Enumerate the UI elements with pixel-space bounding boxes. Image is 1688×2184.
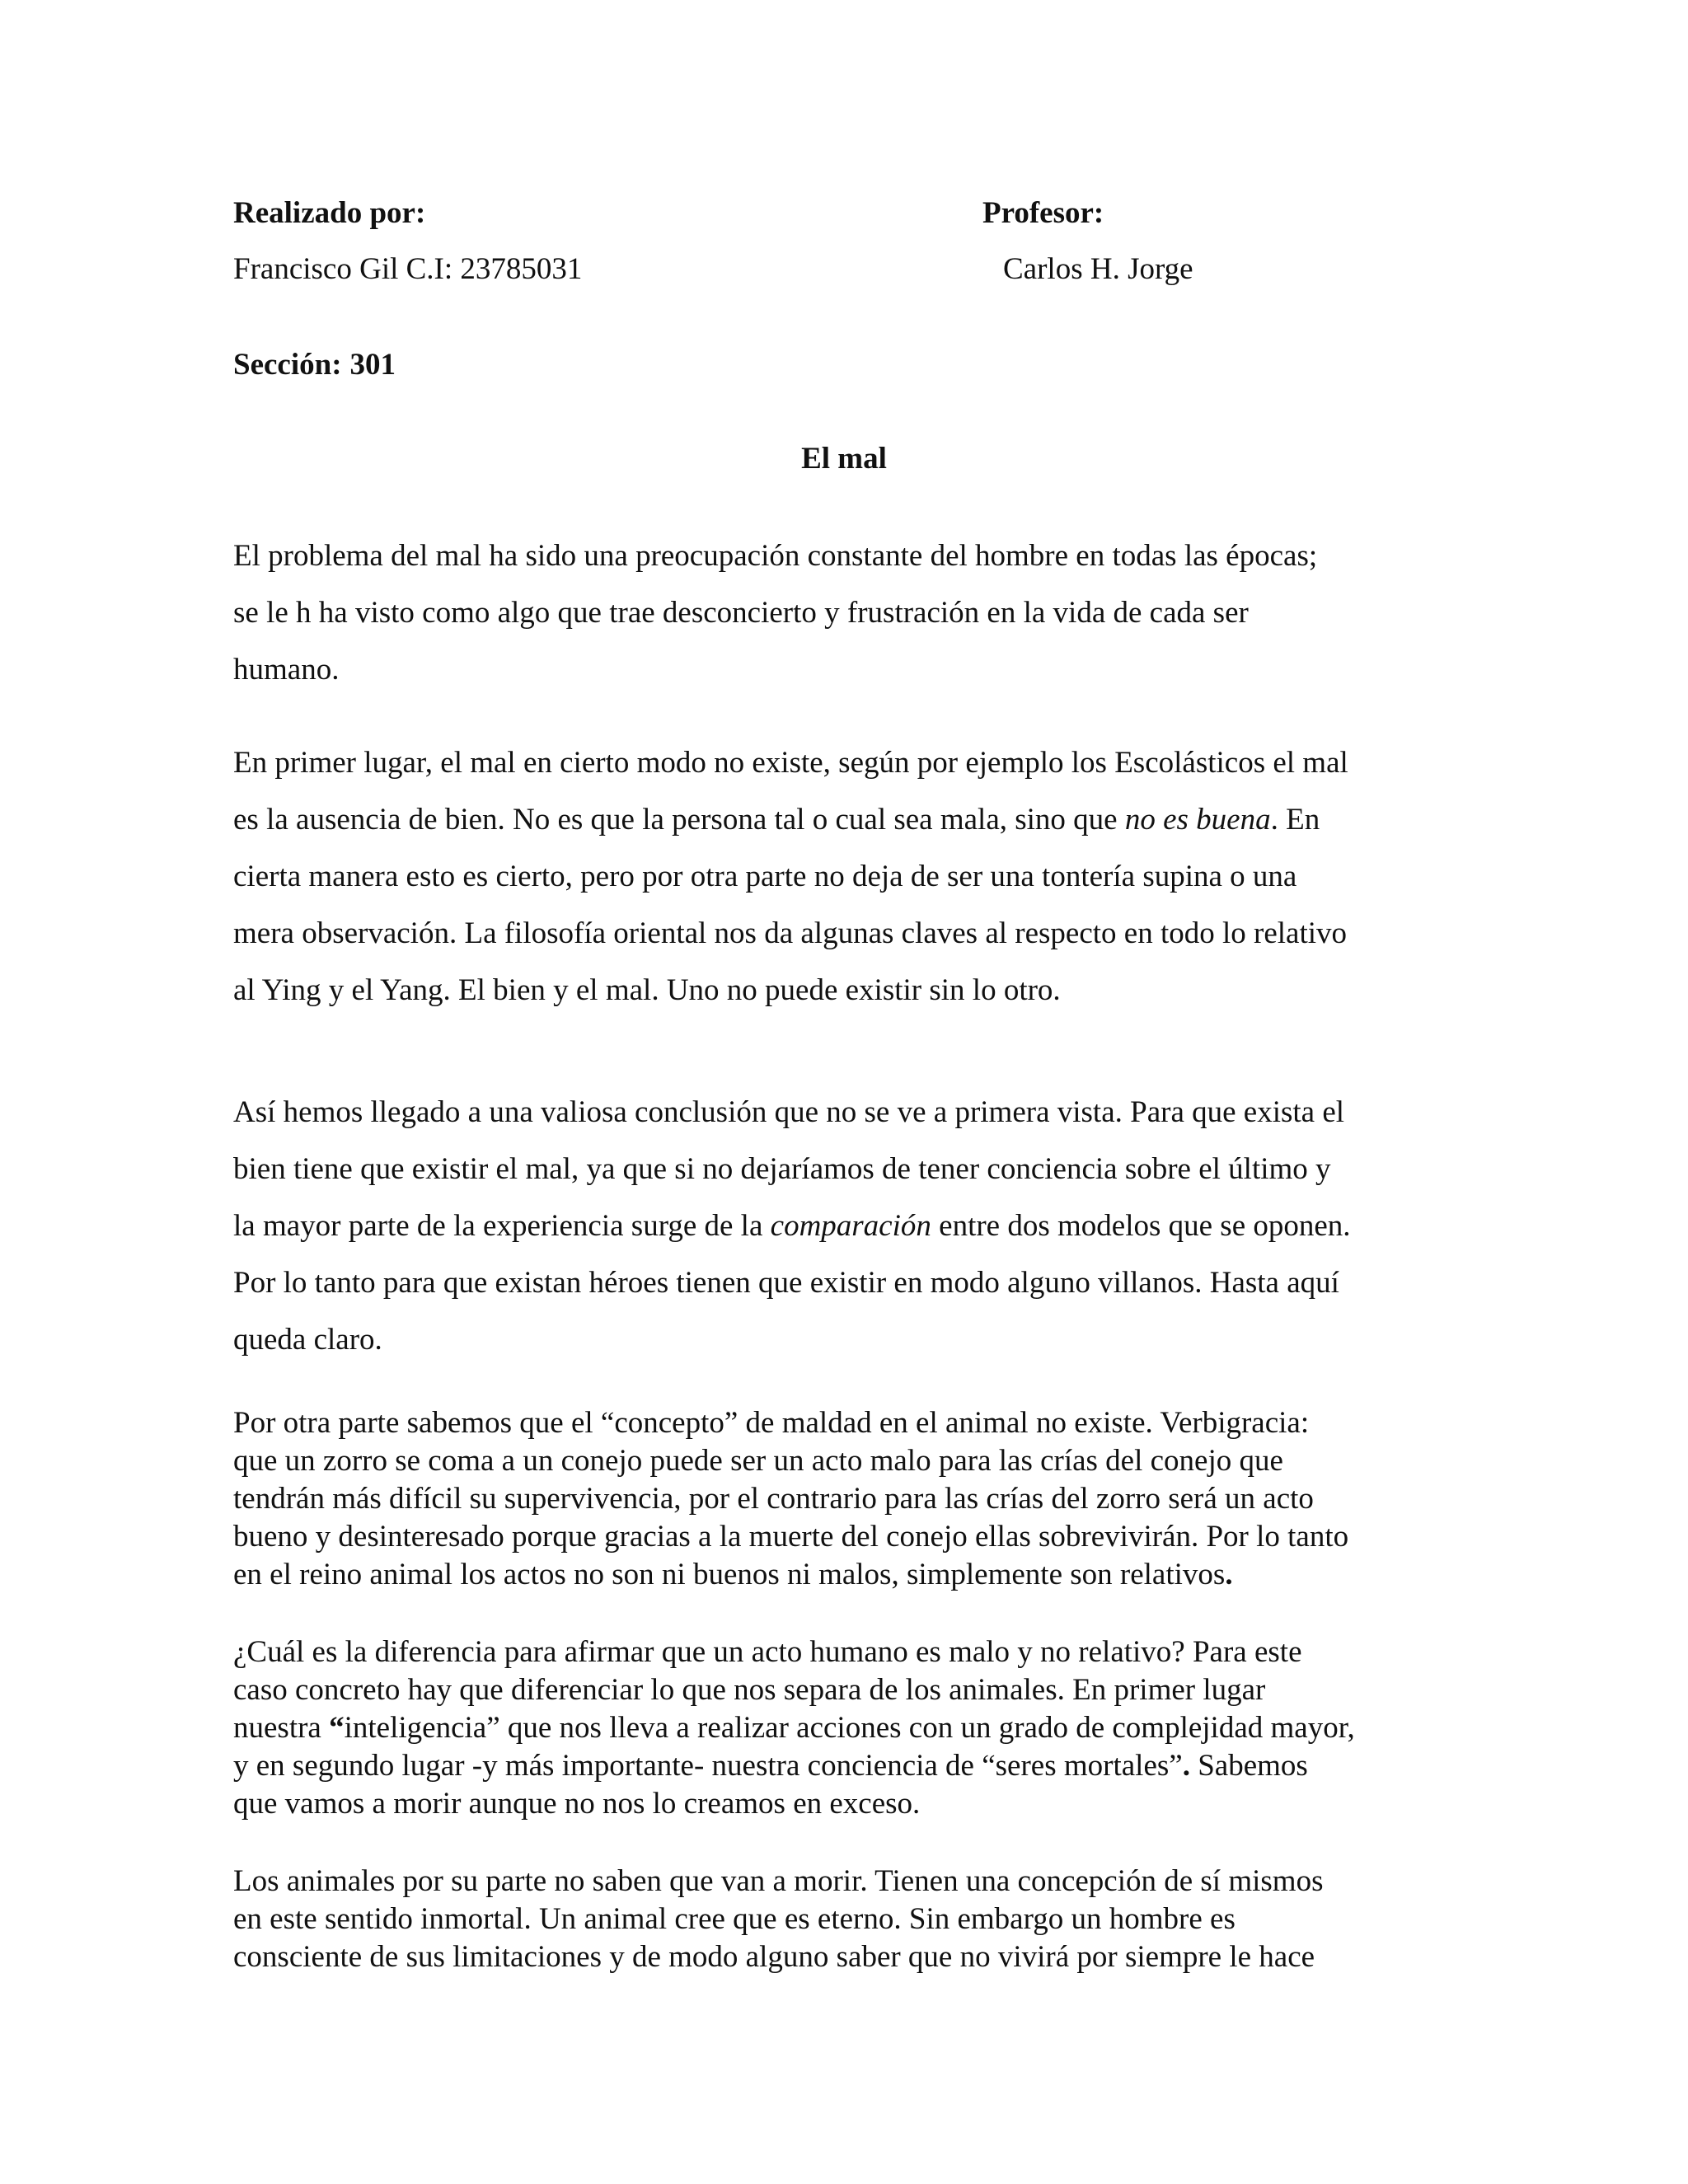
p2-line-2 <box>233 791 1470 848</box>
p4-line-2: que un zorro se coma a un conejo puede ser un acto malo para las crías del conejo que <box>233 1444 1283 1478</box>
p3-line-1: Así hemos llegado a una valiosa conclusión que no se ve a primera vista. Para que exista el <box>233 1095 1345 1129</box>
profesor-label: Profesor: <box>982 196 1104 230</box>
p5-line-3-c: inteligencia” que nos lleva a realizar acciones con un grado de complejidad mayor, <box>344 1711 1355 1745</box>
p1-line-3: humano. <box>233 653 340 687</box>
paragraph-6 <box>233 1863 1470 1976</box>
p5-line-4-bold-period: . <box>1182 1749 1190 1783</box>
document-title: El mal <box>801 442 887 476</box>
p3-line-4: Por lo tanto para que existan héroes tienen que existir en modo alguno villanos. Hasta aquí <box>233 1266 1339 1300</box>
p3-line-2: bien tiene que existir el mal, ya que si no dejaríamos de tener conciencia sobre el último y <box>233 1152 1331 1186</box>
seccion-value: 301 <box>349 348 396 382</box>
paragraph-4 <box>233 1404 1470 1594</box>
paragraph-1 <box>233 527 1470 698</box>
p5-line-5: que vamos a morir aunque no nos lo creamos en exceso. <box>233 1787 921 1821</box>
p4-line-3: tendrán más difícil su supervivencia, por el contrario para las crías del zorro será un acto <box>233 1482 1314 1516</box>
p1-line-1: El problema del mal ha sido una preocupación constante del hombre en todas las épocas; <box>233 539 1318 573</box>
p2-line-5: al Ying y el Yang. El bien y el mal. Uno no puede existir sin lo otro. <box>233 973 1061 1007</box>
p3-line-3-b: entre dos modelos que se oponen. <box>931 1209 1351 1243</box>
p1-line-2: se le h ha visto como algo que trae desconcierto y frustración en la vida de cada ser <box>233 596 1249 630</box>
p2-line-1: En primer lugar, el mal en cierto modo no existe, según por ejemplo los Escolásticos el mal <box>233 746 1348 780</box>
p4-line-1: Por otra parte sabemos que el “concepto” de maldad en el animal no existe. Verbigracia: <box>233 1406 1310 1440</box>
p2-line-3: cierta manera esto es cierto, pero por otra parte no deja de ser una tontería supina o una <box>233 860 1297 893</box>
p5-line-3 <box>233 1709 1470 1747</box>
author-name: Francisco Gil C.I: 23785031 <box>233 252 583 286</box>
p5-line-4-c: Sabemos <box>1189 1749 1308 1783</box>
professor-block <box>982 194 1193 288</box>
p6-line-2: en este sentido inmortal. Un animal cree que es eterno. Sin embargo un hombre es <box>233 1902 1236 1936</box>
p5-line-3-bold-quote: “ <box>329 1711 345 1745</box>
p6-line-3: consciente de sus limitaciones y de modo alguno saber que no vivirá por siempre le hace <box>233 1940 1315 1974</box>
paragraph-3 <box>233 1084 1470 1368</box>
p5-line-4-a: y en segundo lugar -y más importante- nuestra conciencia de “seres mortales” <box>233 1749 1183 1783</box>
p3-line-5: queda claro. <box>233 1323 382 1357</box>
paragraph-2 <box>233 734 1470 1019</box>
seccion-label: Sección: <box>233 348 342 382</box>
paragraph-5 <box>233 1633 1470 1823</box>
professor-name: Carlos H. Jorge <box>1003 252 1193 286</box>
p4-line-5 <box>233 1556 1470 1594</box>
p3-line-3 <box>233 1197 1470 1254</box>
p2-line-2-emphasis: no es buena <box>1124 803 1271 837</box>
p2-line-2-a: es la ausencia de bien. No es que la persona tal o cual sea mala, sino que <box>233 803 1125 837</box>
p3-line-3-emphasis: comparación <box>770 1209 931 1243</box>
p5-line-3-a: nuestra <box>233 1711 330 1745</box>
p2-line-2-b: . En <box>1270 803 1320 837</box>
p2-line-4: mera observación. La filosofía oriental nos da algunas claves al respecto en todo lo relativo <box>233 916 1348 950</box>
p4-line-5-bold-period: . <box>1225 1558 1233 1591</box>
realizado-label: Realizado por: <box>233 196 426 230</box>
p4-line-4: bueno y desinteresado porque gracias a la muerte del conejo ellas sobrevivirán. Por lo tanto <box>233 1520 1349 1554</box>
p5-line-1: ¿Cuál es la diferencia para afirmar que un acto humano es malo y no relativo? Para este <box>233 1635 1302 1669</box>
section-line <box>233 346 396 384</box>
p3-line-3-a: la mayor parte de la experiencia surge de la <box>233 1209 771 1243</box>
p5-line-4 <box>233 1747 1470 1785</box>
author-block <box>233 194 582 288</box>
p6-line-1: Los animales por su parte no saben que van a morir. Tienen una concepción de sí mismos <box>233 1864 1324 1898</box>
p4-line-5-a: en el reino animal los actos no son ni buenos ni malos, simplemente son relativos <box>233 1558 1226 1591</box>
p5-line-2: caso concreto hay que diferenciar lo que nos separa de los animales. En primer lugar <box>233 1673 1266 1707</box>
